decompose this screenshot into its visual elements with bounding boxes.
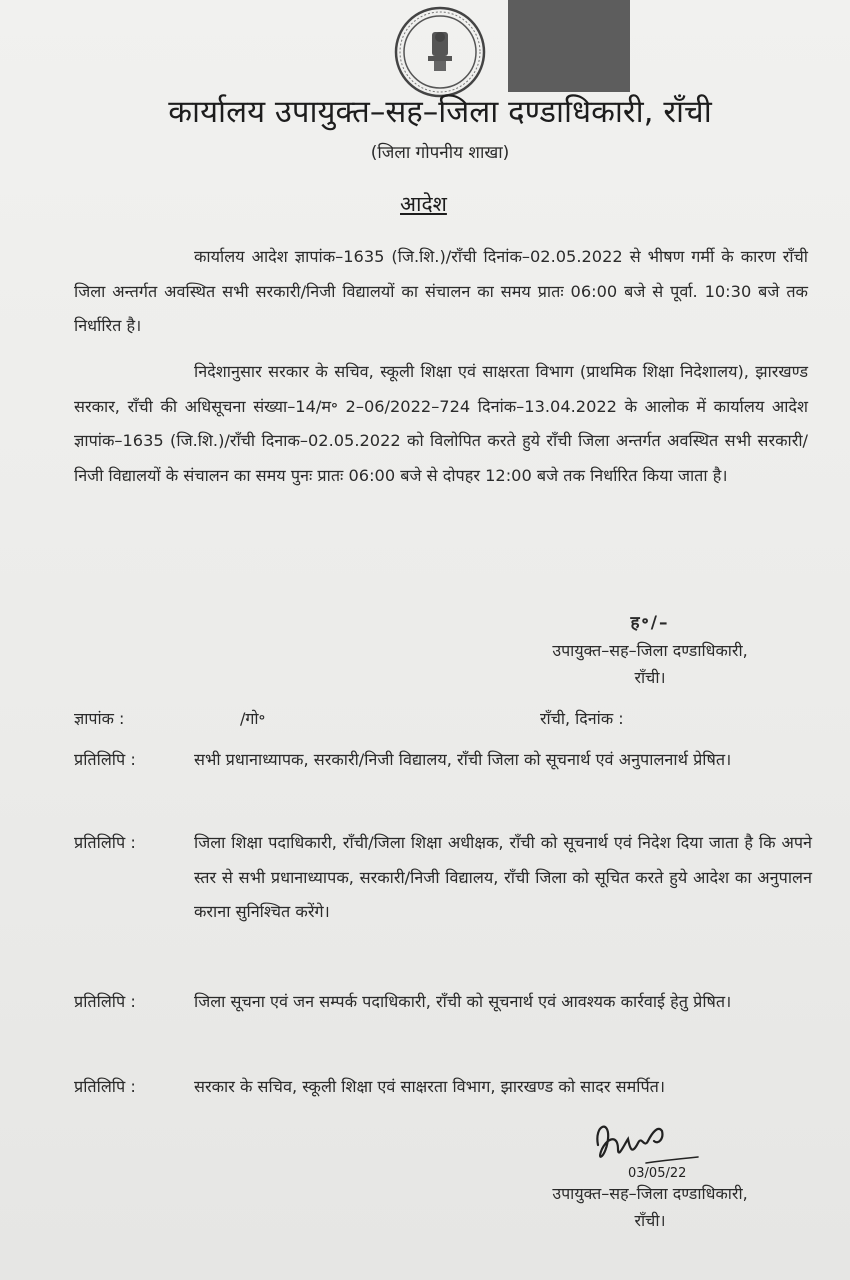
designation: उपायुक्त–सह–जिला दण्डाधिकारी, [552, 641, 748, 660]
signed-mark: ह॰/– [630, 613, 670, 633]
designation: उपायुक्त–सह–जिला दण्डाधिकारी, [552, 1184, 748, 1203]
copy-label: प्रतिलिपि : [74, 1077, 136, 1096]
copy-text: जिला शिक्षा पदाधिकारी, राँची/जिला शिक्षा अधीक्षक, राँची को सूचनार्थ एवं निदेश दिया जाता है कि अपने स्तर से सभी प्रधानाध्यापक, सरकारी/निजी विद्यालय, राँची जिला को सूचित करते हुये आदेश का अनुपालन कराना सुनिश्चित करेंगे। [194, 833, 812, 921]
copy-label: प्रतिलिपि : [74, 833, 136, 852]
order-paragraph-2: निदेशानुसार सरकार के सचिव, स्कूली शिक्षा एवं साक्षरता विभाग (प्राथमिक शिक्षा निदेशालय), झारखण्ड सरकार, राँची की अधिसूचना संख्या–14/म॰ 2–06/2022–724 दिनांक–13.04.2022 के आलोक में कार्यालय आदेश ज्ञापांक–1635 (जि.शि.)/राँची दिनाक–02.05.2022 को विलोपित करते हुये राँची जिला अन्तर्गत अवस्थित सभी सरकारी/निजी विद्यालयों के संचालन का समय पुनः प्रातः 06:00 बजे से दोपहर 12:00 बजे तक निर्धारित किया जाता है। [74, 362, 808, 485]
redacted-area [508, 0, 630, 92]
jharkhand-emblem-seal [392, 4, 488, 100]
place: राँची। [634, 668, 666, 687]
handwritten-signature [588, 1105, 708, 1185]
memo-number-label: ज्ञापांक : [74, 709, 125, 728]
order-paragraph-1: कार्यालय आदेश ज्ञापांक–1635 (जि.शि.)/राँची दिनांक–02.05.2022 से भीषण गर्मी के कारण राँची जिला अन्तर्गत अवस्थित सभी सरकारी/निजी विद्यालयों का संचालन का समय प्रातः 06:00 बजे से पूर्वा. 10:30 बजे तक निर्धारित है। [74, 247, 808, 335]
copy-label: प्रतिलिपि : [74, 992, 136, 1011]
office-subtitle: (जिला गोपनीय शाखा) [370, 143, 510, 163]
copy-label: प्रतिलिपि : [74, 750, 136, 769]
memo-go-label: /गो॰ [240, 709, 266, 728]
copy-text: सभी प्रधानाध्यापक, सरकारी/निजी विद्यालय, राँची जिला को सूचनार्थ एवं अनुपालनार्थ प्रेषित। [194, 750, 732, 769]
memo-place-date-label: राँची, दिनांक : [540, 709, 624, 728]
signature-block-1 [500, 610, 800, 691]
signature-date: 03/05/22 [628, 1166, 687, 1181]
place: राँची। [634, 1211, 666, 1230]
office-title: कार्यालय उपायुक्त–सह–जिला दण्डाधिकारी, राँची [168, 94, 712, 130]
copy-text: सरकार के सचिव, स्कूली शिक्षा एवं साक्षरता विभाग, झारखण्ड को सादर समर्पित। [194, 1077, 666, 1096]
order-heading: आदेश [400, 192, 447, 216]
copy-text: जिला सूचना एवं जन सम्पर्क पदाधिकारी, राँची को सूचनार्थ एवं आवश्यक कार्रवाई हेतु प्रेषित। [194, 992, 732, 1011]
signature-block-2 [500, 1180, 800, 1234]
